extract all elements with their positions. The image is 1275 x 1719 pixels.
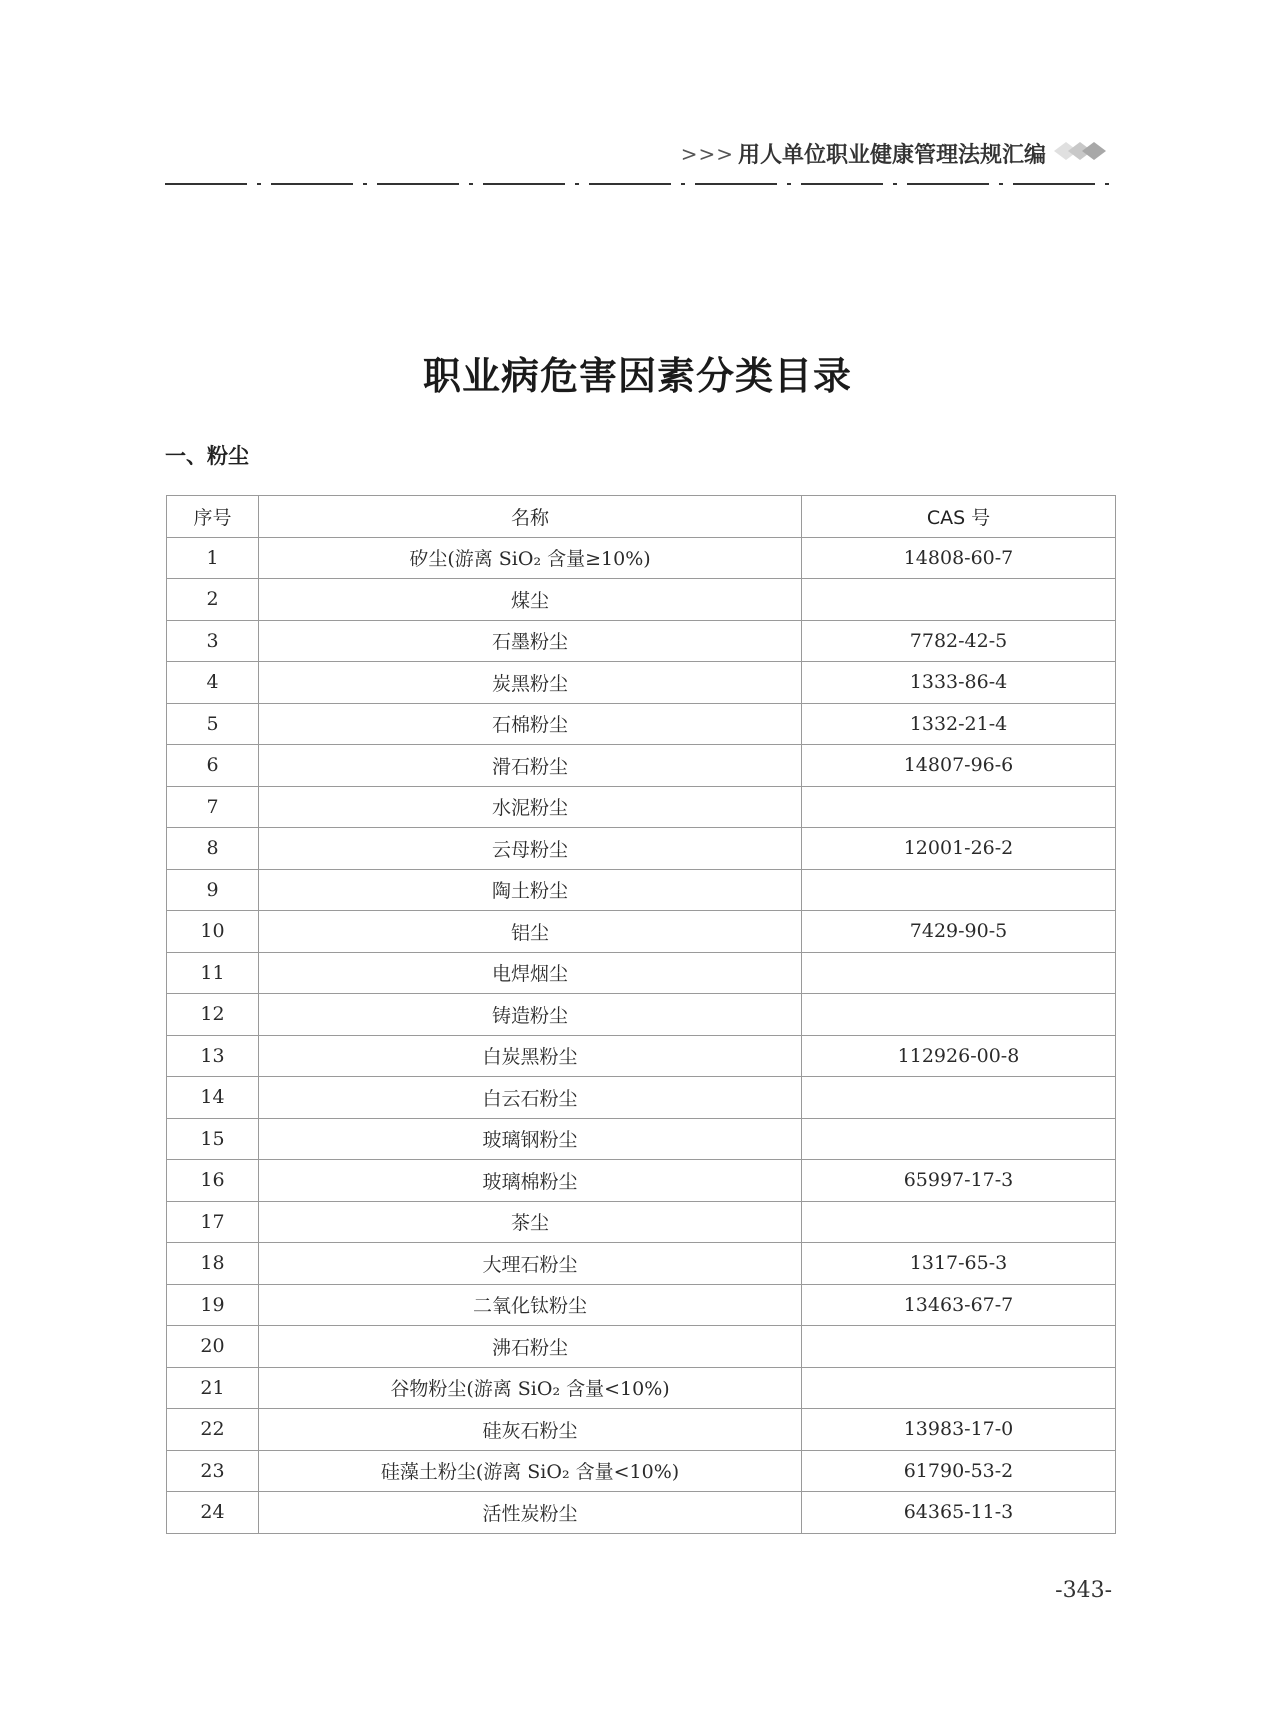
cell-no: 14 <box>167 1077 259 1119</box>
cell-cas: 14807-96-6 <box>802 745 1116 787</box>
cell-name: 玻璃钢粉尘 <box>259 1118 802 1160</box>
cell-cas: 14808-60-7 <box>802 537 1116 579</box>
cell-no: 6 <box>167 745 259 787</box>
cell-name: 白云石粉尘 <box>259 1077 802 1119</box>
cell-no: 11 <box>167 952 259 994</box>
table-row <box>167 911 1116 953</box>
table-row <box>167 1201 1116 1243</box>
cell-name: 电焊烟尘 <box>259 952 802 994</box>
cell-name: 铸造粉尘 <box>259 994 802 1036</box>
header-divider <box>165 181 1115 187</box>
table-row <box>167 1326 1116 1368</box>
cell-name: 滑石粉尘 <box>259 745 802 787</box>
column-header-name: 名称 <box>259 496 802 538</box>
book-title: 用人单位职业健康管理法规汇编 <box>737 143 1046 168</box>
table-row <box>167 1367 1116 1409</box>
cell-name: 云母粉尘 <box>259 828 802 870</box>
cell-name: 大理石粉尘 <box>259 1243 802 1285</box>
cell-name: 茶尘 <box>259 1201 802 1243</box>
table-row <box>167 745 1116 787</box>
cell-no: 15 <box>167 1118 259 1160</box>
cell-cas: 64365-11-3 <box>802 1492 1116 1534</box>
page-number: -343- <box>1055 1578 1112 1603</box>
cell-cas <box>802 952 1116 994</box>
cell-cas <box>802 1367 1116 1409</box>
cell-no: 24 <box>167 1492 259 1534</box>
table-row <box>167 952 1116 994</box>
cell-cas: 65997-17-3 <box>802 1160 1116 1202</box>
table-row <box>167 620 1116 662</box>
cell-cas: 13983-17-0 <box>802 1409 1116 1451</box>
cell-no: 5 <box>167 703 259 745</box>
cell-no: 4 <box>167 662 259 704</box>
page-title: 职业病危害因素分类目录 <box>422 354 852 398</box>
cell-cas <box>802 1201 1116 1243</box>
table-row <box>167 1284 1116 1326</box>
table-row <box>167 1450 1116 1492</box>
cell-no: 16 <box>167 1160 259 1202</box>
cell-cas: 7429-90-5 <box>802 911 1116 953</box>
cell-cas <box>802 1326 1116 1368</box>
table-row <box>167 662 1116 704</box>
table-row <box>167 1118 1116 1160</box>
cell-no: 2 <box>167 579 259 621</box>
section-heading: 一、粉尘 <box>165 444 249 468</box>
cell-name: 二氧化钛粉尘 <box>259 1284 802 1326</box>
cell-no: 21 <box>167 1367 259 1409</box>
cell-no: 12 <box>167 994 259 1036</box>
cell-cas <box>802 1077 1116 1119</box>
table-row <box>167 1160 1116 1202</box>
cell-cas: 12001-26-2 <box>802 828 1116 870</box>
cell-name: 谷物粉尘(游离 SiO₂ 含量<10%) <box>259 1367 802 1409</box>
cell-name: 铝尘 <box>259 911 802 953</box>
cell-no: 9 <box>167 869 259 911</box>
cell-name: 矽尘(游离 SiO₂ 含量≥10%) <box>259 537 802 579</box>
table-row <box>167 828 1116 870</box>
cell-cas <box>802 579 1116 621</box>
cell-cas: 112926-00-8 <box>802 1035 1116 1077</box>
chevron-icon: >>> <box>680 141 734 166</box>
cell-name: 石棉粉尘 <box>259 703 802 745</box>
dust-table <box>166 495 1116 1534</box>
table-row <box>167 869 1116 911</box>
table-row <box>167 537 1116 579</box>
cell-cas: 1317-65-3 <box>802 1243 1116 1285</box>
cell-name: 陶土粉尘 <box>259 869 802 911</box>
cell-no: 7 <box>167 786 259 828</box>
cell-cas: 1332-21-4 <box>802 703 1116 745</box>
cell-name: 水泥粉尘 <box>259 786 802 828</box>
cell-name: 玻璃棉粉尘 <box>259 1160 802 1202</box>
cell-cas: 1333-86-4 <box>802 662 1116 704</box>
cell-name: 炭黑粉尘 <box>259 662 802 704</box>
table-row <box>167 786 1116 828</box>
cell-cas: 7782-42-5 <box>802 620 1116 662</box>
cell-no: 23 <box>167 1450 259 1492</box>
cell-name: 白炭黑粉尘 <box>259 1035 802 1077</box>
table-header-row <box>167 496 1116 538</box>
table-row <box>167 1077 1116 1119</box>
cell-no: 8 <box>167 828 259 870</box>
table-row <box>167 1409 1116 1451</box>
running-header <box>681 138 1110 169</box>
cell-name: 硅灰石粉尘 <box>259 1409 802 1451</box>
cell-name: 煤尘 <box>259 579 802 621</box>
cell-no: 17 <box>167 1201 259 1243</box>
cell-cas <box>802 1118 1116 1160</box>
table-row <box>167 994 1116 1036</box>
diamond-ornament-icon <box>1052 139 1110 169</box>
cell-cas <box>802 994 1116 1036</box>
table-row <box>167 703 1116 745</box>
cell-name: 沸石粉尘 <box>259 1326 802 1368</box>
cell-cas <box>802 786 1116 828</box>
cell-name: 活性炭粉尘 <box>259 1492 802 1534</box>
column-header-no: 序号 <box>167 496 259 538</box>
cell-no: 20 <box>167 1326 259 1368</box>
table-row <box>167 579 1116 621</box>
cell-no: 19 <box>167 1284 259 1326</box>
cell-no: 22 <box>167 1409 259 1451</box>
cell-no: 13 <box>167 1035 259 1077</box>
cell-no: 10 <box>167 911 259 953</box>
cell-no: 1 <box>167 537 259 579</box>
table-row <box>167 1492 1116 1534</box>
cell-name: 石墨粉尘 <box>259 620 802 662</box>
table-row <box>167 1243 1116 1285</box>
table-row <box>167 1035 1116 1077</box>
cell-cas <box>802 869 1116 911</box>
cell-no: 18 <box>167 1243 259 1285</box>
cell-no: 3 <box>167 620 259 662</box>
column-header-cas: CAS 号 <box>802 496 1116 538</box>
cell-name: 硅藻土粉尘(游离 SiO₂ 含量<10%) <box>259 1450 802 1492</box>
cell-cas: 61790-53-2 <box>802 1450 1116 1492</box>
cell-cas: 13463-67-7 <box>802 1284 1116 1326</box>
